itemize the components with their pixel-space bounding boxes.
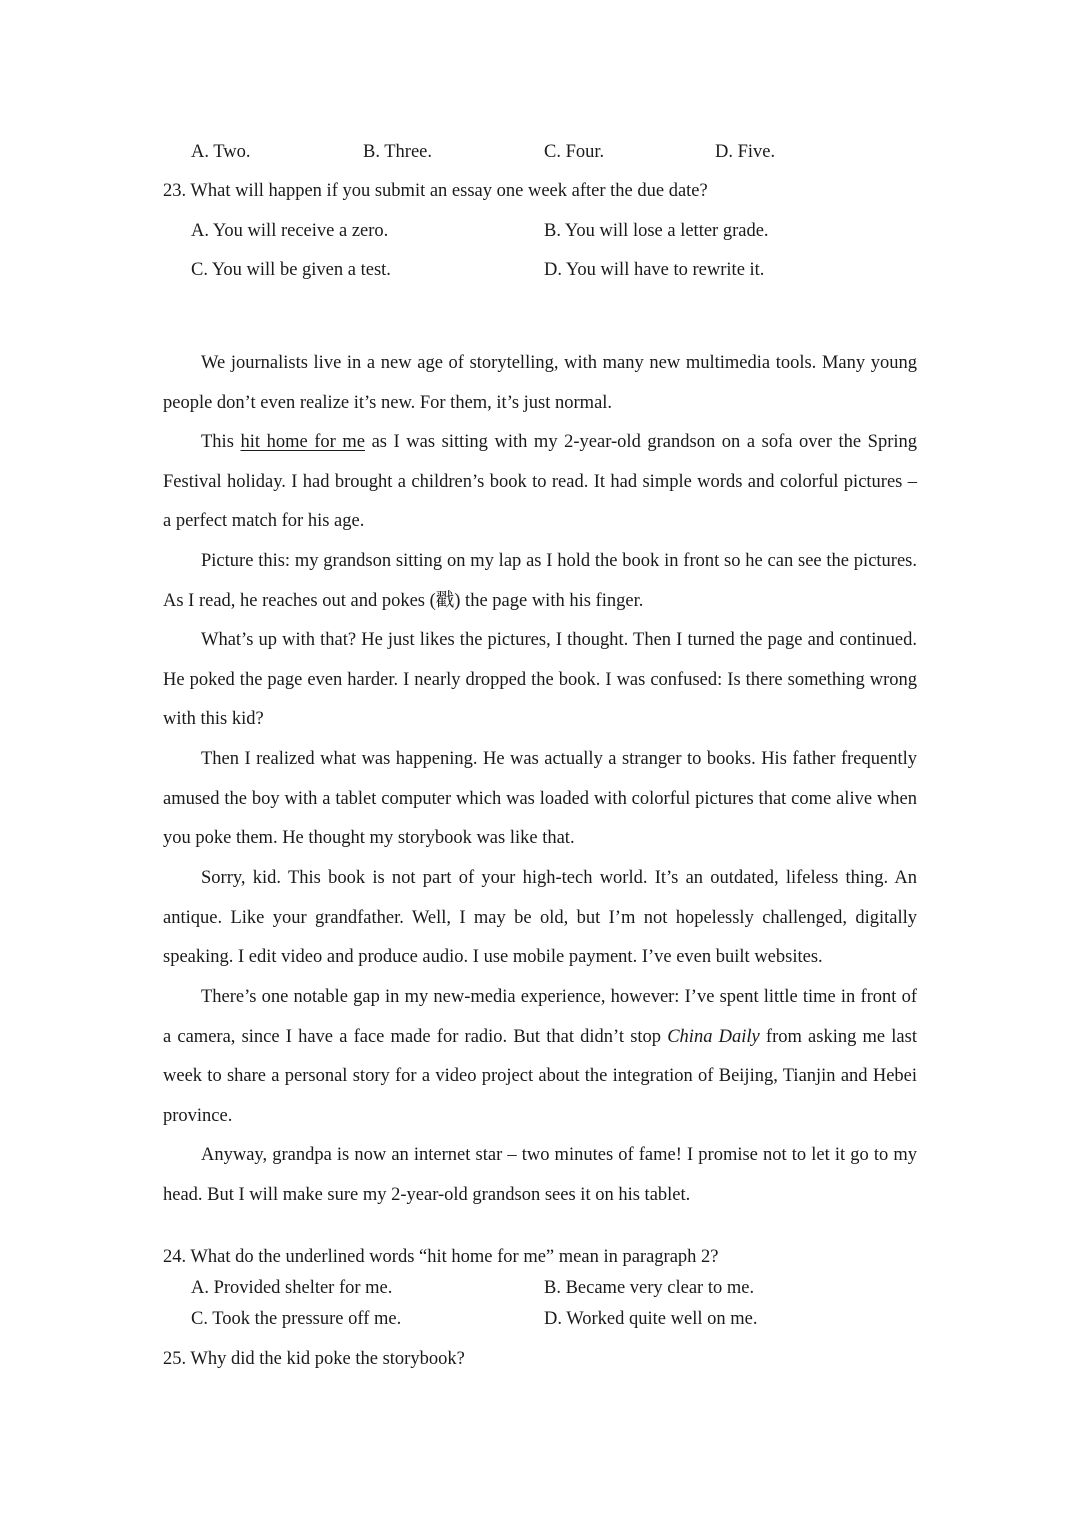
paragraph-7-lead: There’s one notable gap in my new-media experience, however: I’ve spent little time in front of a camera, since I have a face made for radio. But that didn’t stop bbox=[163, 987, 917, 1047]
q24-option-b: B. Became very clear to me. bbox=[544, 1278, 755, 1298]
q23-question: 23. What will happen if you submit an essay one week after the due date? bbox=[163, 181, 708, 201]
q23-option-b: B. You will lose a letter grade. bbox=[544, 221, 769, 241]
q22-option-d: D. Five. bbox=[715, 142, 776, 162]
q25-question: 25. Why did the kid poke the storybook? bbox=[163, 1349, 465, 1369]
underlined-phrase: hit home for me bbox=[240, 432, 365, 452]
passage-paragraph-7 bbox=[163, 978, 917, 1136]
q24-option-a: A. Provided shelter for me. bbox=[191, 1278, 393, 1298]
q22-option-a: A. Two. bbox=[191, 142, 251, 162]
passage-paragraph-5: Then I realized what was happening. He was actually a stranger to books. His father frequently amused the boy with a tablet computer which was loaded with colorful pictures that come alive when you poke them. He thought my storybook was like that. bbox=[163, 749, 917, 849]
passage-paragraph-3: Picture this: my grandson sitting on my lap as I hold the book in front so he can see the pictures. As I read, he reaches out and pokes (戳) the page with his finger. bbox=[163, 551, 917, 611]
paragraph-2-lead: This bbox=[201, 432, 241, 452]
q23-option-d: D. You will have to rewrite it. bbox=[544, 260, 765, 280]
passage-paragraph-1: We journalists live in a new age of storytelling, with many new multimedia tools. Many young people don’t even realize it’s new. For them, it’s just normal. bbox=[163, 353, 917, 413]
newspaper-name: China Daily bbox=[667, 1026, 760, 1047]
q24-option-d: D. Worked quite well on me. bbox=[544, 1309, 758, 1329]
paragraph-2-rest: as I was sitting with my 2-year-old grandson on a sofa over the Spring Festival holiday. I had brought a children’s book to read. It had simple words and colorful pictures – a perfect match for his age. bbox=[163, 432, 917, 532]
passage-paragraph-4: What’s up with that? He just likes the pictures, I thought. Then I turned the page and continued. He poked the page even harder. I nearly dropped the book. I was confused: Is there something wrong with this kid? bbox=[163, 630, 917, 730]
q24-question: 24. What do the underlined words “hit home for me” mean in paragraph 2? bbox=[163, 1247, 719, 1267]
q22-option-c: C. Four. bbox=[544, 142, 605, 162]
passage-paragraph-8: Anyway, grandpa is now an internet star – two minutes of fame! I promise not to let it go to my head. But I will make sure my 2-year-old grandson sees it on his tablet. bbox=[163, 1145, 917, 1205]
q23-option-c: C. You will be given a test. bbox=[191, 260, 391, 280]
q23-option-a: A. You will receive a zero. bbox=[191, 221, 389, 241]
passage-paragraph-6: Sorry, kid. This book is not part of your high-tech world. It’s an outdated, lifeless thing. An antique. Like your grandfather. Well, I may be old, but I’m not hopelessly challenged, digitally speaking. I edit video and produce audio. I use mobile payment. I’ve even built websites. bbox=[163, 868, 917, 968]
q22-option-b: B. Three. bbox=[363, 142, 433, 162]
paragraph-7-rest: from asking me last week to share a personal story for a video project about the integration of Beijing, Tianjin and Hebei province. bbox=[163, 1026, 917, 1126]
passage-paragraph-2 bbox=[163, 423, 917, 542]
q24-option-c: C. Took the pressure off me. bbox=[191, 1309, 402, 1329]
